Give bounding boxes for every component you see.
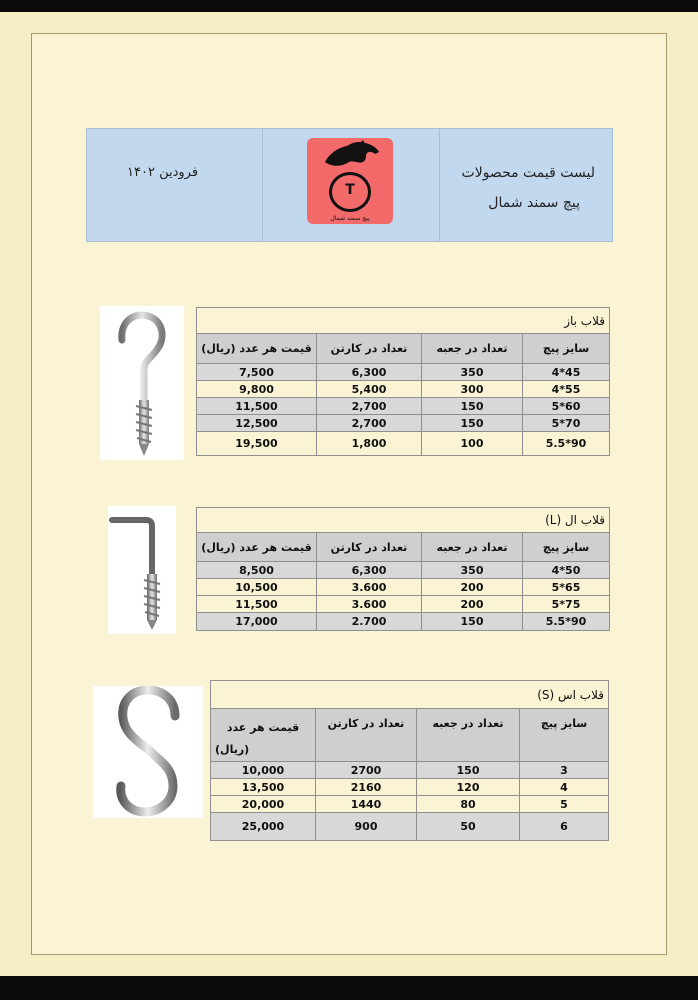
table-row [211, 796, 609, 813]
company-logo [307, 138, 393, 224]
col-header-price: قیمت هر عدد (ریال) [197, 334, 317, 364]
cell-per-box: 200 [422, 579, 523, 596]
bottom-bar [0, 976, 698, 1000]
s-hook-image [93, 686, 203, 818]
cell-size: 5.5*90 [523, 613, 610, 631]
cell-per-carton: 3.600 [317, 579, 422, 596]
cell-per-box: 300 [422, 381, 523, 398]
open-hook-icon [100, 306, 184, 460]
cell-per-box: 50 [417, 813, 520, 841]
table-row [211, 813, 609, 841]
table-row [211, 762, 609, 779]
cell-price: 11,500 [197, 398, 317, 415]
cell-size: 3 [520, 762, 609, 779]
header-date: فرودین ۱۴۰۲ [127, 165, 199, 180]
logo-letter: T [345, 182, 355, 198]
open-hook-image [100, 306, 184, 460]
price-list-header [86, 128, 613, 242]
cell-per-box: 150 [422, 415, 523, 432]
table-row [197, 415, 610, 432]
table-row [211, 779, 609, 796]
cell-price: 13,500 [211, 779, 316, 796]
l-hook-image [108, 506, 176, 634]
header-title: لیست قیمت محصولات [461, 165, 595, 181]
col-header-per-carton: تعداد در کارتن [317, 533, 422, 562]
cell-per-carton: 5,400 [317, 381, 422, 398]
cell-price: 8,500 [197, 562, 317, 579]
cell-per-box: 100 [422, 432, 523, 456]
cell-per-box: 120 [417, 779, 520, 796]
cell-price: 17,000 [197, 613, 317, 631]
cell-price: 10,500 [197, 579, 317, 596]
table-row [197, 398, 610, 415]
cell-per-box: 150 [417, 762, 520, 779]
cell-size: 5*70 [523, 415, 610, 432]
col-header-price: قیمت هر عدد (ریال) [197, 533, 317, 562]
header-divider [262, 129, 263, 241]
cell-price: 25,000 [211, 813, 316, 841]
header-company: پیچ سمند شمال [488, 195, 580, 211]
cell-per-carton: 3.600 [317, 596, 422, 613]
col-header-size: سایز پیچ [520, 709, 609, 762]
cell-size: 5*65 [523, 579, 610, 596]
l-hook-icon [108, 506, 176, 634]
logo-caption: پیچ سمند شمال [330, 215, 370, 222]
cell-price: 9,800 [197, 381, 317, 398]
cell-size: 4*55 [523, 381, 610, 398]
cell-price: 20,000 [211, 796, 316, 813]
top-bar [0, 0, 698, 12]
cell-size: 6 [520, 813, 609, 841]
open-hook-table [196, 307, 610, 456]
cell-per-carton: 1440 [316, 796, 417, 813]
cell-per-box: 350 [422, 562, 523, 579]
table-row [197, 613, 610, 631]
cell-price: 19,500 [197, 432, 317, 456]
col-header-price-label: قیمت هر عدد [226, 721, 300, 734]
s-hook-icon [93, 686, 203, 818]
table-row [197, 364, 610, 381]
col-header-size: سایز پیچ [523, 533, 610, 562]
col-header-per-box: تعداد در جعبه [422, 533, 523, 562]
cell-per-carton: 1,800 [317, 432, 422, 456]
logo-ring [329, 172, 371, 212]
l-hook-table [196, 507, 610, 631]
cell-size: 4*45 [523, 364, 610, 381]
col-header-price [211, 709, 316, 762]
cell-price: 7,500 [197, 364, 317, 381]
table-row [197, 579, 610, 596]
cell-per-box: 200 [422, 596, 523, 613]
cell-price: 11,500 [197, 596, 317, 613]
table-row [197, 562, 610, 579]
cell-size: 4 [520, 779, 609, 796]
col-header-price-unit: (ریال) [215, 743, 250, 756]
cell-per-carton: 2,700 [317, 415, 422, 432]
table-title: قلاب ال (L) [197, 508, 610, 533]
cell-price: 10,000 [211, 762, 316, 779]
cell-size: 5*60 [523, 398, 610, 415]
s-hook-table [210, 680, 609, 841]
table-title: قلاب باز [197, 308, 610, 334]
cell-price: 12,500 [197, 415, 317, 432]
cell-per-box: 80 [417, 796, 520, 813]
cell-size: 5.5*90 [523, 432, 610, 456]
horse-head-icon [319, 140, 383, 170]
cell-per-carton: 6,300 [317, 364, 422, 381]
cell-per-carton: 2700 [316, 762, 417, 779]
cell-size: 5*75 [523, 596, 610, 613]
cell-per-carton: 2,700 [317, 398, 422, 415]
col-header-per-box: تعداد در جعبه [422, 334, 523, 364]
header-divider [439, 129, 440, 241]
table-row [197, 596, 610, 613]
cell-per-carton: 6,300 [317, 562, 422, 579]
col-header-size: سایز پیچ [523, 334, 610, 364]
cell-per-carton: 2.700 [317, 613, 422, 631]
col-header-per-carton: تعداد در کارتن [316, 709, 417, 762]
table-row [197, 381, 610, 398]
table-row [197, 432, 610, 456]
cell-per-box: 350 [422, 364, 523, 381]
cell-size: 4*50 [523, 562, 610, 579]
col-header-per-box: تعداد در جعبه [417, 709, 520, 762]
cell-per-box: 150 [422, 398, 523, 415]
col-header-per-carton: تعداد در کارتن [317, 334, 422, 364]
cell-per-carton: 900 [316, 813, 417, 841]
cell-per-carton: 2160 [316, 779, 417, 796]
cell-size: 5 [520, 796, 609, 813]
table-title: قلاب اس (S) [211, 681, 609, 709]
cell-per-box: 150 [422, 613, 523, 631]
